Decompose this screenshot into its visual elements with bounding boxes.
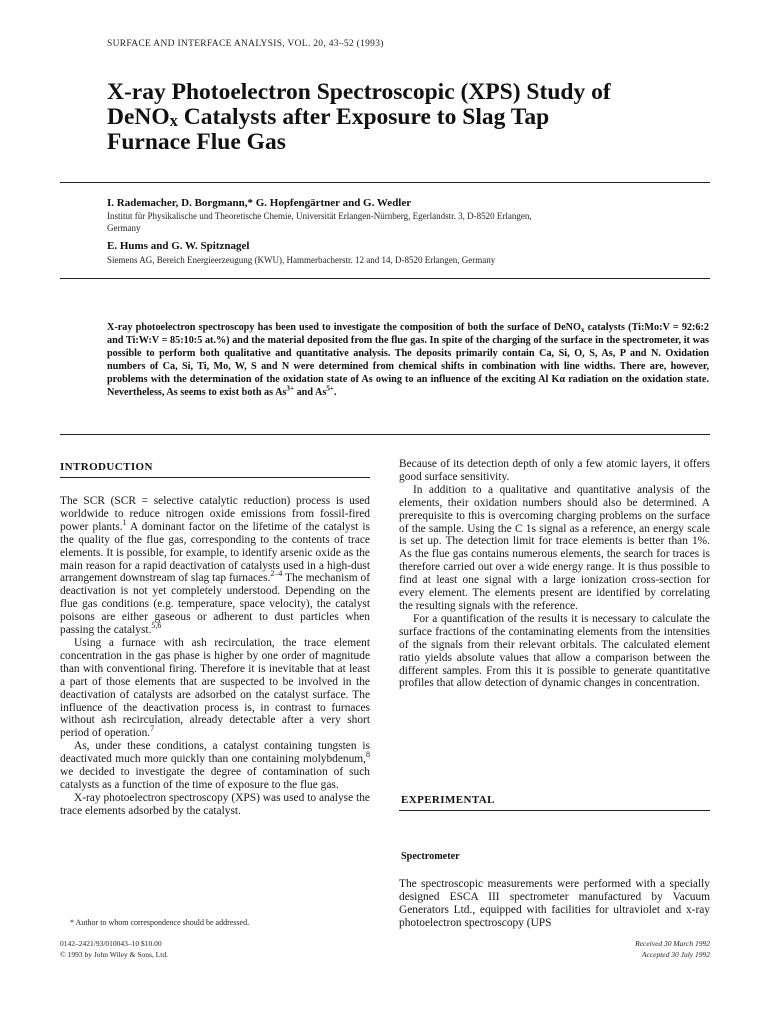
abstract: X-ray photoelectron spectroscopy has been used to investigate the composition of both the surface of DeNO$_x$ catalysts (Ti:Mo:V = 92:6:2 and Ti:W:V = 85:10:5 at.%) and the material deposited from the flue gas. In spite of the charging of the surface in the spectrometer, it was possible to perform both qualitative and quantitative analysis. The deposits primarily contain Ca, Si, O, S, As, P and N. Oxidation numbers of Ca, Si, Ti, Mo, W, S and N were determined from chemical shifts in combination with line widths. There are, however, problems with the determination of the oxidation state of As owing to an influence of the exciting Al Kα radiation on the oxidation state. Nevertheless, As seems to exist both as $As^{3+}$ and $As^{5+}$. — [107, 322, 709, 398]
introduction-rule — [60, 477, 370, 478]
introduction-heading: INTRODUCTION — [60, 461, 153, 473]
intro-paragraph-3: As, under these conditions, a catalyst containing tungsten is deactivated much more quickly than one containing molybdenum,$^8$ we decided to investigate the degree of contamination of such catalysts as a function of the time of exposure to the flue gas. — [60, 740, 370, 791]
paper-title — [107, 80, 707, 155]
authors-group-2: E. Hums and G. W. Spitznagel — [107, 240, 250, 252]
intro-paragraph-4: X-ray photoelectron spectroscopy (XPS) was used to analyse the trace elements adsorbed by the catalyst. — [60, 791, 370, 817]
correspondence-footnote: * Author to whom correspondence should be addressed. — [70, 918, 250, 927]
spectrometer-subheading: Spectrometer — [401, 851, 460, 862]
title-rule — [60, 182, 710, 183]
received-date: Received 30 March 1992 — [635, 939, 710, 948]
article-code: 0142–2421/93/010043–10 $10.00 — [60, 939, 162, 948]
spectrometer-body — [399, 878, 710, 930]
abstract-rule — [60, 434, 710, 435]
title-line-2: DeNO$_x$ Catalysts after Exposure to Slag Tap — [107, 104, 550, 130]
right-paragraph-1: Because of its detection depth of only a few atomic layers, it offers good surface sensitivity. — [399, 458, 710, 483]
authors-group-1: I. Rademacher, D. Borgmann,* G. Hopfengärtner and G. Wedler — [107, 197, 412, 209]
right-paragraph-3: For a quantification of the results it is necessary to calculate the surface fractions of the contaminating elements from the intensities of the signals from their relevant orbitals. The calculated element ratio yields absolute values that allow a comparison between the different samples. From this it is possible to generate quantitative profiles that allow detection of dynamic changes in concentration. — [399, 612, 710, 690]
received-dates — [510, 938, 710, 960]
journal-header: SURFACE AND INTERFACE ANALYSIS, VOL. 20, 43–52 (1993) — [107, 39, 384, 49]
affiliation-2: Siemens AG, Bereich Energieerzeugung (KWU), Hammerbacherstr. 12 and 14, D-8520 Erlangen, Germany — [107, 255, 496, 265]
spectrometer-paragraph: The spectroscopic measurements were performed with a specially designed ESCA III spectrometer manufactured by Vacuum Generators Ltd., equipped with facilities for ultraviolet and x-ray photoelectron spectroscopy (UPS — [399, 878, 710, 929]
introduction-body — [60, 495, 370, 818]
title-line-3: Furnace Flue Gas — [107, 129, 286, 155]
experimental-heading: EXPERIMENTAL — [401, 794, 495, 806]
copyright: © 1993 by John Wiley & Sons, Ltd. — [60, 950, 168, 959]
right-column-body — [399, 458, 710, 690]
right-paragraph-2: In addition to a qualitative and quantitative analysis of the elements, their oxidation numbers should also be determined. A prerequisite to this is overcoming charging problems on the surface of the sample. Using the C 1s signal as a reference, an energy scale is set up. The detection limit for trace elements is better than 1%. As the flue gas contains numerous elements, the search for traces is therefore carried out over a wide energy range. It is thus possible to find at least one signal with a large ionization cross-section for every element. The elements present are identified by correlating the resulting signals with the reference. — [399, 483, 710, 612]
authors-rule — [60, 278, 710, 279]
experimental-rule — [399, 810, 710, 811]
footer-left — [60, 938, 168, 960]
affiliation-1: Institut für Physikalische und Theoretische Chemie, Universität Erlangen-Nürnberg, Egerlandstr. 3, D-8520 Erlangen, Germany — [107, 211, 532, 233]
accepted-date: Accepted 30 July 1992 — [641, 950, 710, 959]
title-line-1: X-ray Photoelectron Spectroscopic (XPS) Study of — [107, 79, 611, 105]
intro-paragraph-1: The SCR (SCR = selective catalytic reduction) process is used worldwide to reduce nitrogen oxide emissions from fossil-fired power plants.$^1$ A dominant factor on the lifetime of the catalyst is the quality of the flue gas, corresponding to the contents of trace elements. It is possible, for example, to identify arsenic oxide as the main reason for a rapid deactivation of catalysts used in a high-dust arrangement downstream of slag tap furnaces.$^{2-4}$ The mechanism of deactivation is not yet completely understood. Depending on the flue gas conditions (e.g. temperature, space velocity), the catalyst poisons are either gaseous or adherent to dust particles when passing the catalyst.$^{5,6}$ — [60, 495, 370, 637]
intro-paragraph-2: Using a furnace with ash recirculation, the trace element concentration in the gas phase is higher by one order of magnitude than with conventional firing. Therefore it is inevitable that at least a part of those elements that are suspected to be involved in the deactivation of catalysts are adsorbed on the catalyst surface. The influence of the deactivation process is, in contrast to furnaces without ash recirculation, already detectable after a very short period of operation.$^7$ — [60, 636, 370, 740]
